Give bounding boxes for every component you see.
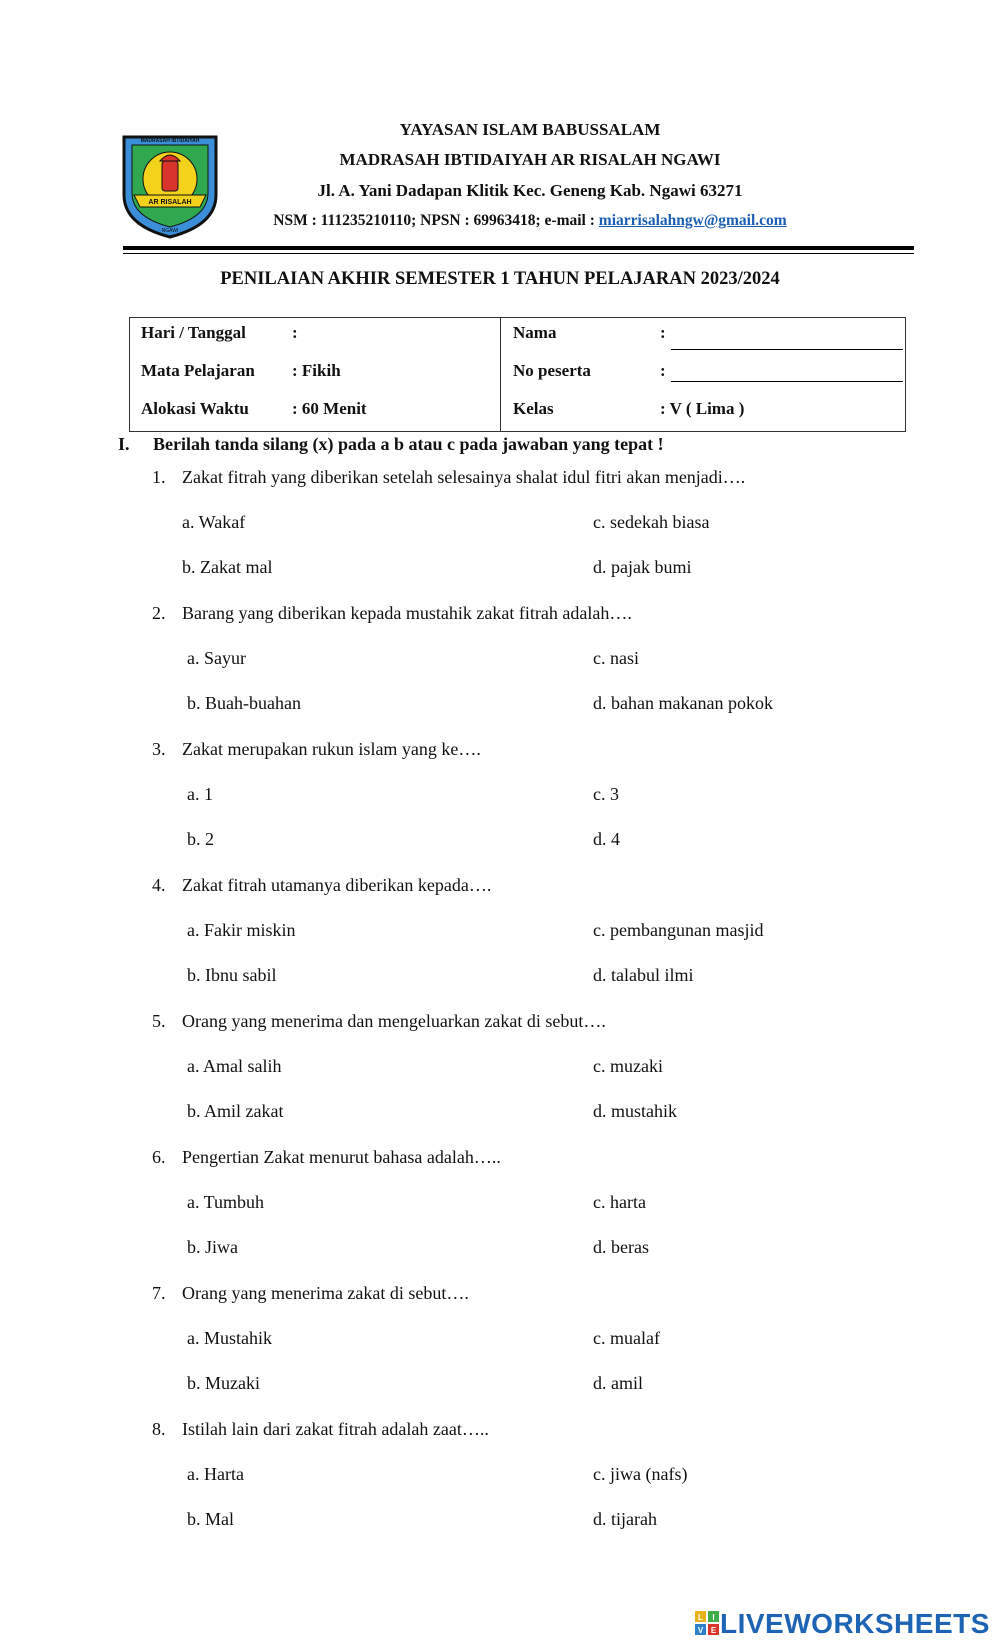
- question-text: Barang yang diberikan kepada mustahik zakat fitrah adalah….: [182, 603, 632, 623]
- question-number: 4.: [152, 875, 166, 895]
- time-value: : 60 Menit: [292, 399, 367, 418]
- option-b[interactable]: b. 2: [187, 829, 214, 849]
- section-number: I.: [118, 434, 130, 454]
- day-date-label: Hari / Tanggal: [141, 323, 246, 342]
- school-address: Jl. A. Yani Dadapan Klitik Kec. Geneng Kab. Ngawi 63271: [317, 181, 743, 200]
- question-number: 8.: [152, 1419, 166, 1439]
- option-b[interactable]: b. Mal: [187, 1509, 234, 1529]
- option-b[interactable]: b. Ibnu sabil: [187, 965, 277, 985]
- svg-text:NGAWI: NGAWI: [161, 228, 179, 234]
- option-d[interactable]: d. talabul ilmi: [593, 965, 694, 985]
- question-text: Pengertian Zakat menurut bahasa adalah…..: [182, 1147, 501, 1167]
- class-value: : V ( Lima ): [660, 399, 745, 418]
- svg-text:MADRASAH IBTIDAIYAH: MADRASAH IBTIDAIYAH: [140, 138, 200, 144]
- subject-value: : Fikih: [292, 361, 341, 380]
- option-c[interactable]: c. muzaki: [593, 1056, 663, 1076]
- option-c[interactable]: c. pembangunan masjid: [593, 920, 764, 940]
- info-table-divider: [500, 317, 501, 432]
- foundation-name: YAYASAN ISLAM BABUSSALAM: [399, 120, 661, 139]
- email-link[interactable]: miarrisalahngw@gmail.com: [598, 212, 787, 229]
- svg-text:I: I: [712, 1613, 715, 1622]
- option-b[interactable]: b. Muzaki: [187, 1373, 260, 1393]
- option-d[interactable]: d. pajak bumi: [593, 557, 692, 577]
- question-number: 7.: [152, 1283, 166, 1303]
- question-text: Orang yang menerima dan mengeluarkan zakat di sebut….: [182, 1011, 606, 1031]
- svg-text:L: L: [698, 1613, 703, 1622]
- option-a[interactable]: a. Sayur: [187, 648, 246, 668]
- school-ids: [0, 212, 1000, 230]
- time-label: Alokasi Waktu: [141, 399, 249, 418]
- option-c[interactable]: c. nasi: [593, 648, 639, 668]
- day-date-value: :: [292, 323, 298, 342]
- class-label: Kelas: [513, 399, 554, 418]
- liveworksheets-grid-icon: [694, 1610, 720, 1636]
- option-b[interactable]: b. Amil zakat: [187, 1101, 284, 1121]
- option-d[interactable]: d. mustahik: [593, 1101, 677, 1121]
- question-text: Zakat fitrah yang diberikan setelah selesainya shalat idul fitri akan menjadi….: [182, 467, 746, 487]
- question-text: Istilah lain dari zakat fitrah adalah zaat…..: [182, 1419, 489, 1439]
- liveworksheets-text: LIVEWORKSHEETS: [720, 1608, 990, 1639]
- letterhead-rule: [123, 246, 914, 250]
- question-text: Zakat merupakan rukun islam yang ke….: [182, 739, 481, 759]
- svg-text:E: E: [710, 1626, 717, 1635]
- option-d[interactable]: d. tijarah: [593, 1509, 657, 1529]
- question-number: 6.: [152, 1147, 166, 1167]
- participant-number-colon: :: [660, 361, 666, 380]
- option-d[interactable]: d. 4: [593, 829, 620, 849]
- question-text: Zakat fitrah utamanya diberikan kepada….: [182, 875, 492, 895]
- name-colon: :: [660, 323, 666, 342]
- option-d[interactable]: d. bahan makanan pokok: [593, 693, 773, 713]
- option-b[interactable]: b. Zakat mal: [182, 557, 273, 577]
- option-d[interactable]: d. amil: [593, 1373, 643, 1393]
- exam-title: PENILAIAN AKHIR SEMESTER 1 TAHUN PELAJARAN 2023/2024: [220, 269, 780, 289]
- option-d[interactable]: d. beras: [593, 1237, 649, 1257]
- option-a[interactable]: a. 1: [187, 784, 213, 804]
- question-number: 1.: [152, 467, 166, 487]
- letterhead-rule-thin: [123, 253, 914, 254]
- school-ids-text: NSM : 111235210110; NPSN : 69963418; e-mail :: [273, 212, 599, 229]
- instruction-text: Berilah tanda silang (x) pada a b atau c pada jawaban yang tepat !: [153, 434, 664, 454]
- option-c[interactable]: c. mualaf: [593, 1328, 660, 1348]
- option-a[interactable]: a. Amal salih: [187, 1056, 282, 1076]
- option-a[interactable]: a. Harta: [187, 1464, 244, 1484]
- participant-number-label: No peserta: [513, 361, 591, 380]
- liveworksheets-watermark: [694, 1608, 990, 1640]
- name-blank-line[interactable]: [671, 349, 903, 350]
- participant-number-blank-line[interactable]: [671, 381, 903, 382]
- subject-label: Mata Pelajaran: [141, 361, 255, 380]
- option-a[interactable]: a. Tumbuh: [187, 1192, 265, 1212]
- name-label: Nama: [513, 323, 557, 342]
- option-a[interactable]: a. Wakaf: [182, 512, 246, 532]
- option-b[interactable]: b. Buah-buahan: [187, 693, 301, 713]
- question-text: Orang yang menerima zakat di sebut….: [182, 1283, 469, 1303]
- question-number: 5.: [152, 1011, 166, 1031]
- option-c[interactable]: c. 3: [593, 784, 619, 804]
- school-name: MADRASAH IBTIDAIYAH AR RISALAH NGAWI: [339, 150, 721, 169]
- option-c[interactable]: c. sedekah biasa: [593, 512, 710, 532]
- svg-text:V: V: [697, 1626, 704, 1635]
- option-c[interactable]: c. jiwa (nafs): [593, 1464, 688, 1484]
- option-c[interactable]: c. harta: [593, 1192, 646, 1212]
- svg-text:AR RISALAH: AR RISALAH: [148, 199, 192, 206]
- option-b[interactable]: b. Jiwa: [187, 1237, 238, 1257]
- option-a[interactable]: a. Mustahik: [187, 1328, 272, 1348]
- question-number: 3.: [152, 739, 166, 759]
- question-number: 2.: [152, 603, 166, 623]
- option-a[interactable]: a. Fakir miskin: [187, 920, 296, 940]
